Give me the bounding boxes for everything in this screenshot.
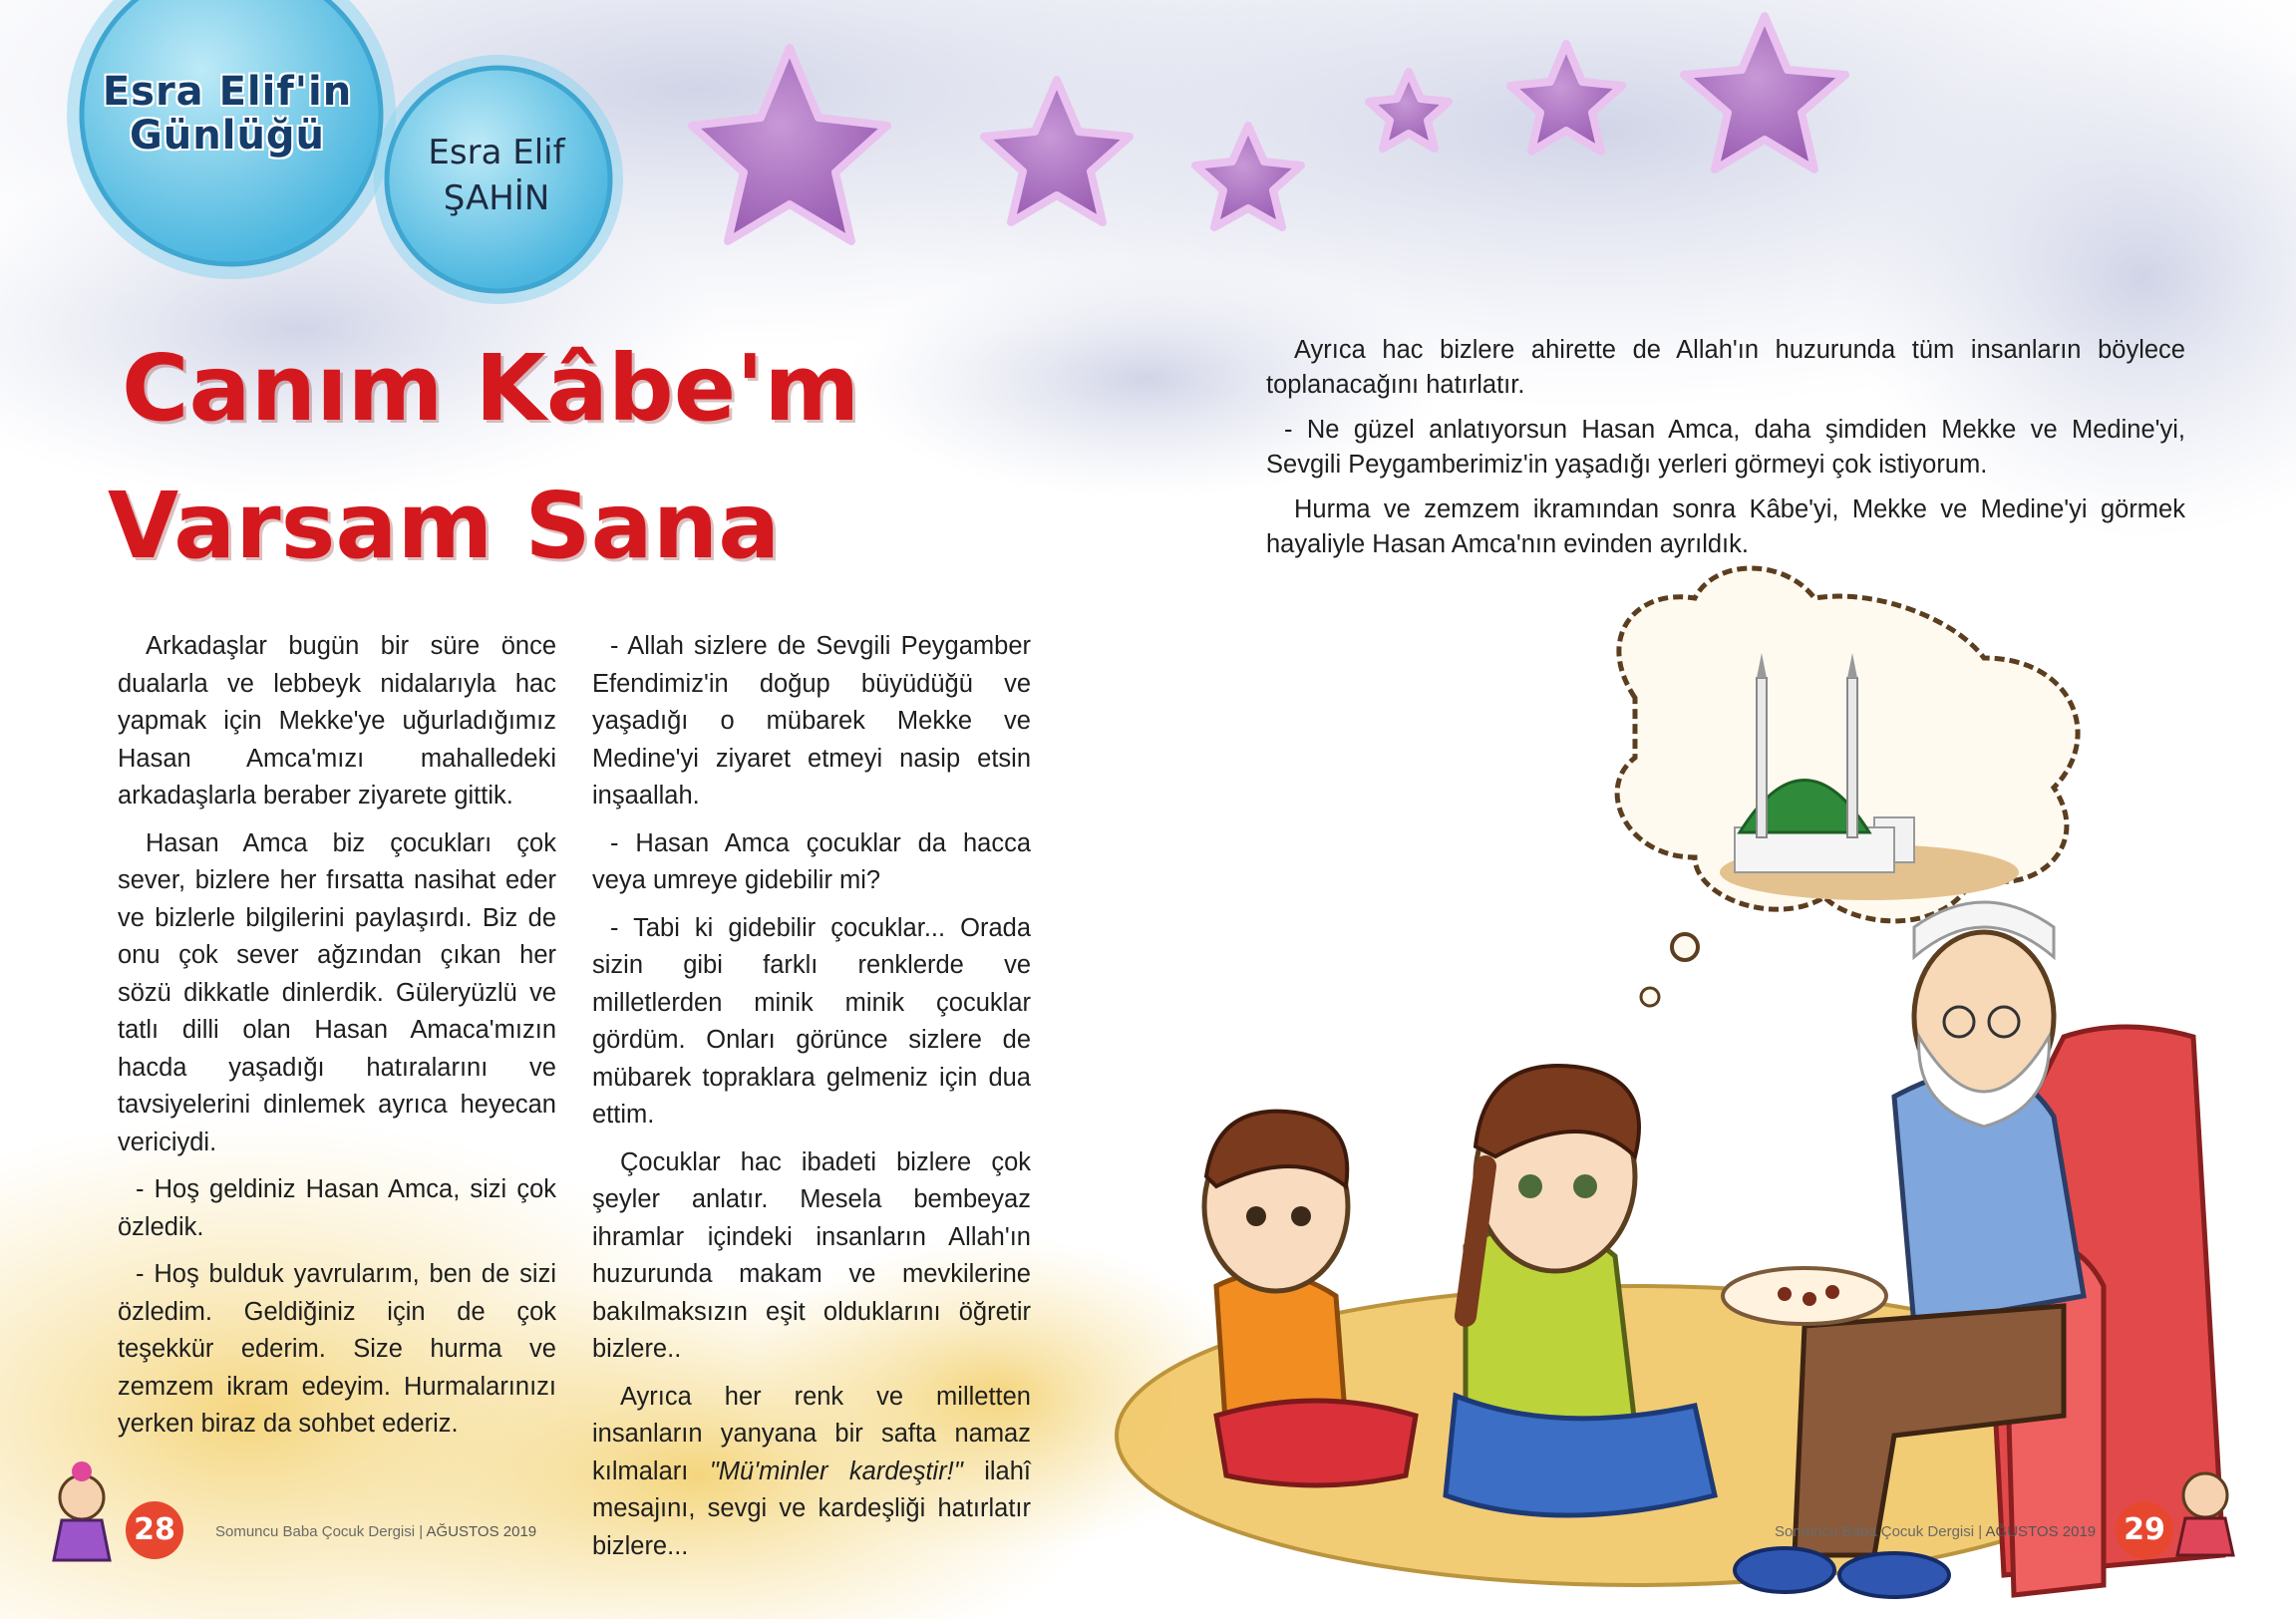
author-last-name: ŞAHİN <box>443 178 550 218</box>
paragraph: - Ne güzel anlatıyorsun Hasan Amca, daha şimdiden Mekke ve Medine'yi, Sevgili Peygamberimiz'in yaşadığı yerleri görmeyi çok istiyorum. <box>1266 416 2185 479</box>
issue-date: AĞUSTOS 2019 <box>426 1523 537 1540</box>
author-name <box>397 130 596 221</box>
diary-title-line1: Esra Elif'in <box>102 69 353 115</box>
paragraph: Hasan Amca biz çocukları çok sever, bizlere her fırsatta nasihat eder ve bizlerle bilgilerini paylaşırdı. Biz de onu çok sever ağzından çıkan her sözü dikkatle dinlerdik. Güleryüzlü ve tatlı dilli olan Hasan Amaca'mızın hacda yaşadığı hatıralarını ve tavsiyelerini dinlemek ayrıca heyecan vericiydi. <box>118 828 556 1156</box>
paragraph: - Tabi ki gidebilir çocuklar... Orada sizin gibi farklı renklerde ve milletlerden minik minik çocuklar gördüm. Onları görünce sizlere de mübarek topraklara gelmeniz için dua ettim. <box>592 913 1031 1129</box>
page-number-right: 29 <box>2116 1501 2173 1559</box>
footer-right <box>1775 1523 2096 1540</box>
page-title-line2: Varsam Sana <box>108 473 781 579</box>
diary-title-line2: Günlüğü <box>129 113 326 159</box>
issue-date: AĞUSTOS 2019 <box>1985 1523 2097 1540</box>
magazine-name: Somuncu Baba Çocuk Dergisi | <box>1775 1523 1986 1540</box>
paragraph: Ayrıca hac bizlere ahirette de Allah'ın huzurunda tüm insanların böylece toplanacağını hatırlatır. <box>1266 336 2185 399</box>
paragraph: Hurma ve zemzem ikramından sonra Kâbe'yi, Mekke ve Medine'yi görmek hayaliyle Hasan Amca'nın evinden ayrıldık. <box>1266 495 2185 558</box>
page-title-line1: Canım Kâbe'm <box>122 335 860 442</box>
illustration-boy <box>1204 1112 1416 1485</box>
diary-title <box>78 70 377 158</box>
paragraph <box>592 1379 1031 1566</box>
text-column-middle <box>592 628 1031 1575</box>
text-column-right <box>1266 333 2185 572</box>
quote-text: "Mü'minler kardeştir!" <box>709 1457 963 1485</box>
paragraph: Arkadaşlar bugün bir süre önce dualarla ve lebbeyk nidalarıyla hac yapmak için Mekke'ye uğurladığımız Hasan Amca'mızı mahalledeki arkadaşlarla beraber ziyarete gittik. <box>118 632 556 810</box>
paragraph: - Hoş geldiniz Hasan Amca, sizi çok özledik. <box>118 1175 556 1241</box>
paragraph-text: Ayrıca her renk ve milletten insanların yanyana bir safta namaz kılmaları <box>592 1382 1031 1485</box>
footer-left <box>215 1523 536 1540</box>
author-first-name: Esra Elif <box>428 133 565 172</box>
paragraph: - Hoş bulduk yavrularım, ben de sizi özledim. Geldiğiniz için de çok teşekkür ederim. Size hurma ve zemzem ikram edeyim. Hurmalarınızı yerken biraz da sohbet ederiz. <box>118 1260 556 1438</box>
magazine-name: Somuncu Baba Çocuk Dergisi | <box>215 1523 427 1540</box>
paragraph: Çocuklar hac ibadeti bizlere çok şeyler anlatır. Mesela bembeyaz ihramlar içindeki insanların Allah'ın huzurunda makam ve mevkilerine bakılmaksızın eşit olduklarını öğretir bizlere.. <box>592 1147 1031 1363</box>
page-number-left: 28 <box>126 1501 183 1559</box>
paragraph-text: ilahî mesajını, sevgi ve kardeşliği hatırlatır bizlere... <box>592 1457 1031 1560</box>
text-column-left <box>118 628 556 1454</box>
paragraph: - Hasan Amca çocuklar da hacca veya umreye gidebilir mi? <box>592 828 1031 894</box>
paragraph: - Allah sizlere de Sevgili Peygamber Efendimiz'in doğup büyüdüğü ve yaşadığı o mübarek Mekke ve Medine'yi ziyaret etmeyi nasip etsin inşaallah. <box>592 632 1031 810</box>
